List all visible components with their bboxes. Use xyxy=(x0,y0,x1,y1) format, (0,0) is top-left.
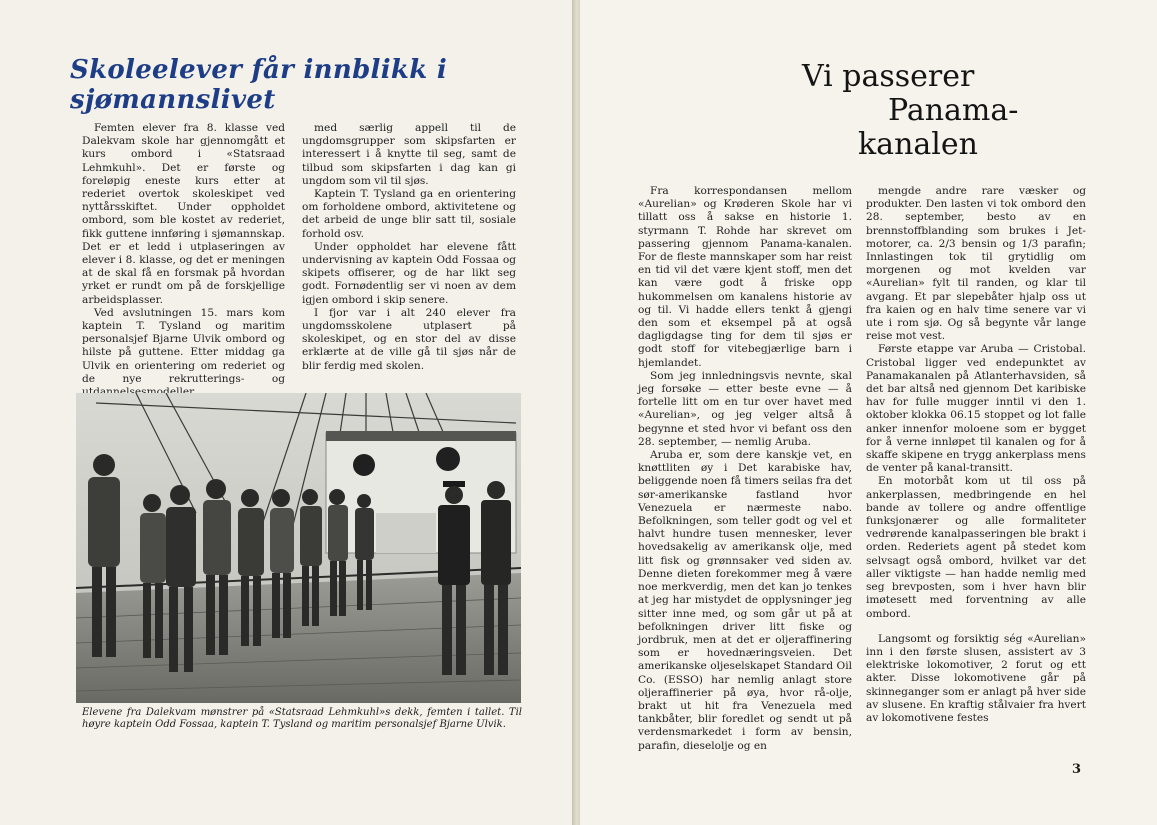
left-article-column-1 xyxy=(82,122,285,385)
paragraph: mengde andre rare væsker og produkter. Den lasten vi tok ombord den 28. september, besto av en brennstoffblanding som brukes i Jet-motorer, ca. 2/3 bensin og 1/3 parafin; Innlastingen tok til grytidlig om morgenen og mot kvelden var «Aurelian» fylt til randen, og klar til avgang. Et par slepebåter hjalp oss ut fra kaien og en halv time senere var vi ute i rom sjø. Og så begynte vår lange reise mot vest. xyxy=(866,185,1086,343)
paragraph: Fra korrespondansen mellom «Aurelian» og Krøderen Skole har vi tillatt oss å sakse en historie 1. styrmann T. Rohde har skrevet om passering gjennom Panama-kanalen. For de fleste mannskaper som har reist en tid vil det være kjent stoff, men det kan være godt å friske opp hukommelsen om kanalens historie av og til. Vi hadde ellers tenkt å gjengi den som et eksempel på at også dagligdagse ting for dem til sjøs er godt stoff for vitebegjærlige barn i hjemlandet. xyxy=(638,185,852,369)
headline-line: Vi passerer xyxy=(802,59,975,94)
right-article-column-1 xyxy=(638,185,852,752)
photo-illustration xyxy=(76,393,521,703)
page-number: 3 xyxy=(1072,762,1082,777)
left-article-headline: Skoleelever får innblikk i sjømannslivet xyxy=(70,55,448,115)
left-article-column-2 xyxy=(302,122,516,374)
paragraph: I fjor var i alt 240 elever fra ungdomsskolene utplasert på skoleskipet, og en stor del av disse erklærte at de ville gå til sjøs når de blir ferdig med skolen. xyxy=(302,306,516,372)
paragraph: Femten elever fra 8. klasse ved Dalekvam skole har gjennomgått et kurs ombord i «Statsraad Lehmkuhl». Det er første og foreløpig eneste kurs etter at rederiet overtok skoleskipet ved nyttårsskiftet. Under oppholdet ombord, som ble kostet av rederiet, fikk guttene innføring i sjømannskap. Det er et ledd i utplaseringen av elever i 8. klasse, og det er meningen at de skal få en forsmak på hvordan yrket er rundt om på de forskjellige arbeidsplasser. xyxy=(82,122,285,306)
paragraph: Langsomt og forsiktig ség «Aurelian» inn i den første slusen, assistert av 3 elektriske lokomotiver, 2 forut og ett akter. Disse lokomotivene går på skinneganger som er anlagt på hver side av slusene. En kraftig stålvaier fra hvert av lokomotivene festes xyxy=(866,632,1086,724)
headline-line: kanalen xyxy=(858,127,978,162)
deck-group-photo xyxy=(76,393,521,703)
paragraph: Som jeg innledningsvis nevnte, skal jeg forsøke — etter beste evne — å fortelle litt om en tur over havet med «Aurelian», og jeg velger altså å begynne et sted hvor vi befant oss den 28. september, — nemlig Aruba. xyxy=(638,369,852,448)
right-article-column-2 xyxy=(866,185,1086,745)
paragraph: med særlig appell til de ungdomsgrupper som skipsfarten er interessert i å knytte til seg, samt de tilbud som skipsfarten i dag kan gi ungdom som vil til sjøs. xyxy=(302,122,516,187)
paragraph: Kaptein T. Tysland ga en orientering om forholdene ombord, aktivitetene og det arbeid de unge blir satt til, sosiale forhold osv. xyxy=(302,188,516,240)
paragraph: En motorbåt kom ut til oss på ankerplassen, medbringende en hel bande av tollere og andre offentlige funksjonærer og alle formaliteter vedrørende kanalpasseringen ble brakt i orden. Rederiets agent på stedet kom selvsagt også ombord, hvilket var det aller viktigste — han hadde nemlig med seg brevposten, som i hver havn blir imøtesett med forventning av alle ombord. xyxy=(866,475,1086,620)
right-article-headline xyxy=(790,60,1020,162)
photo-caption: Elevene fra Dalekvam mønstrer på «Statsraad Lehmkuhl»s dekk, femten i tallet. Til høyre kaptein Odd Fossaa, kaptein T. Tysland og maritim personalsjef Bjarne Ulvik. xyxy=(82,707,522,730)
paragraph: Aruba er, som dere kanskje vet, en knøttliten øy i Det karabiske hav, beliggende noen få timers seilas fra det sør-amerikanske fastland hvor Venezuela er nærmeste nabo. Befolkningen, som teller godt og vel et halvt hundre tusen mennesker, lever hovedsakelig av amerikansk olje, med litt fisk og grønnsaker ved siden av. Denne dieten forekommer meg å være noe merkverdig, men det kan jo tenkes at jeg har mistydet de opplysninger jeg sitter inne med, og som går ut på at befolkningen driver litt fiske og jordbruk, men at det er oljeraffinering som er hovednæringsveien. Det amerikanske oljeselskapet Standard Oil Co. (ESSO) har nemlig anlagt store oljeraffinerier på øya, hvor rå-olje, brakt ut hit fra Venezuela med tankbåter, blir foredlet og sendt ut på verdensmarkedet i form av bensin, parafin, dieselolje og en xyxy=(638,449,852,752)
headline-line: Panama- xyxy=(888,93,1019,128)
left-page xyxy=(0,0,576,825)
paragraph: Første etappe var Aruba — Cristobal. Cristobal ligger ved endepunktet av Panamakanalen på Atlanterhavsiden, så det bar altså ned gjennom Det karibiske hav for fulle mugger inntil vi den 1. oktober klokka 06.15 stoppet og lot falle anker innenfor moloene som er bygget for å verne innløpet til kanalen og for å skaffe skipene en trygg ankerplass mens de venter på kanal-transitt. xyxy=(866,343,1086,475)
paragraph: Under oppholdet har elevene fått undervisning av kaptein Odd Fossaa og skipets offiserer, og de har likt seg godt. Fornødentlig ser vi noen av dem igjen ombord i skip senere. xyxy=(302,240,516,306)
paragraph: Ved avslutningen 15. mars kom kaptein T. Tysland og maritim personalsjef Bjarne Ulvik ombord og hilste på guttene. Etter middag ga Ulvik en orientering om rederiet og de nye rekrutterings- og xyxy=(82,306,285,385)
